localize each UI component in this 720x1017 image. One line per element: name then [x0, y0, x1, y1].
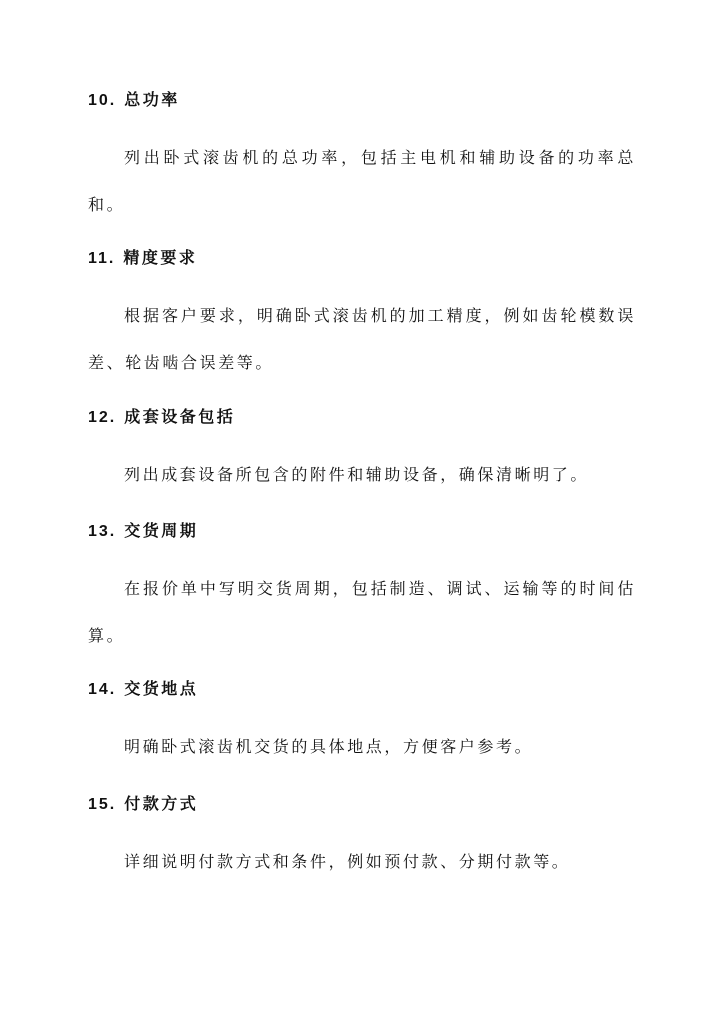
section-title: 交货周期 [124, 521, 199, 540]
section-number: 14. [88, 681, 117, 698]
section-title: 精度要求 [123, 248, 198, 267]
section-heading-14 [88, 679, 198, 700]
section-number: 12. [88, 409, 117, 426]
section-heading-11 [88, 248, 197, 269]
section-number: 15. [88, 796, 117, 813]
section-heading-13 [88, 521, 198, 542]
section-heading-10 [88, 90, 180, 111]
section-number: 13. [88, 523, 117, 540]
section-heading-15 [88, 794, 198, 815]
section-title: 付款方式 [124, 794, 199, 813]
section-body-15: 详细说明付款方式和条件，例如预付款、分期付款等。 [124, 852, 571, 871]
section-title: 交货地点 [124, 679, 199, 698]
section-body-12: 列出成套设备所包含的附件和辅助设备，确保清晰明了。 [124, 465, 590, 484]
section-body-11: 根据客户要求，明确卧式滚齿机的加工精度，例如齿轮模数误差、轮齿啮合误差等。 [88, 306, 636, 372]
section-title: 成套设备包括 [124, 407, 236, 426]
section-body-14: 明确卧式滚齿机交货的具体地点，方便客户参考。 [124, 737, 534, 756]
section-number: 10. [88, 92, 117, 109]
section-body-10: 列出卧式滚齿机的总功率，包括主电机和辅助设备的功率总和。 [88, 148, 636, 214]
section-number: 11. [88, 250, 116, 267]
section-title: 总功率 [124, 90, 180, 109]
section-body-13: 在报价单中写明交货周期，包括制造、调试、运输等的时间估算。 [88, 579, 636, 645]
section-heading-12 [88, 407, 235, 428]
